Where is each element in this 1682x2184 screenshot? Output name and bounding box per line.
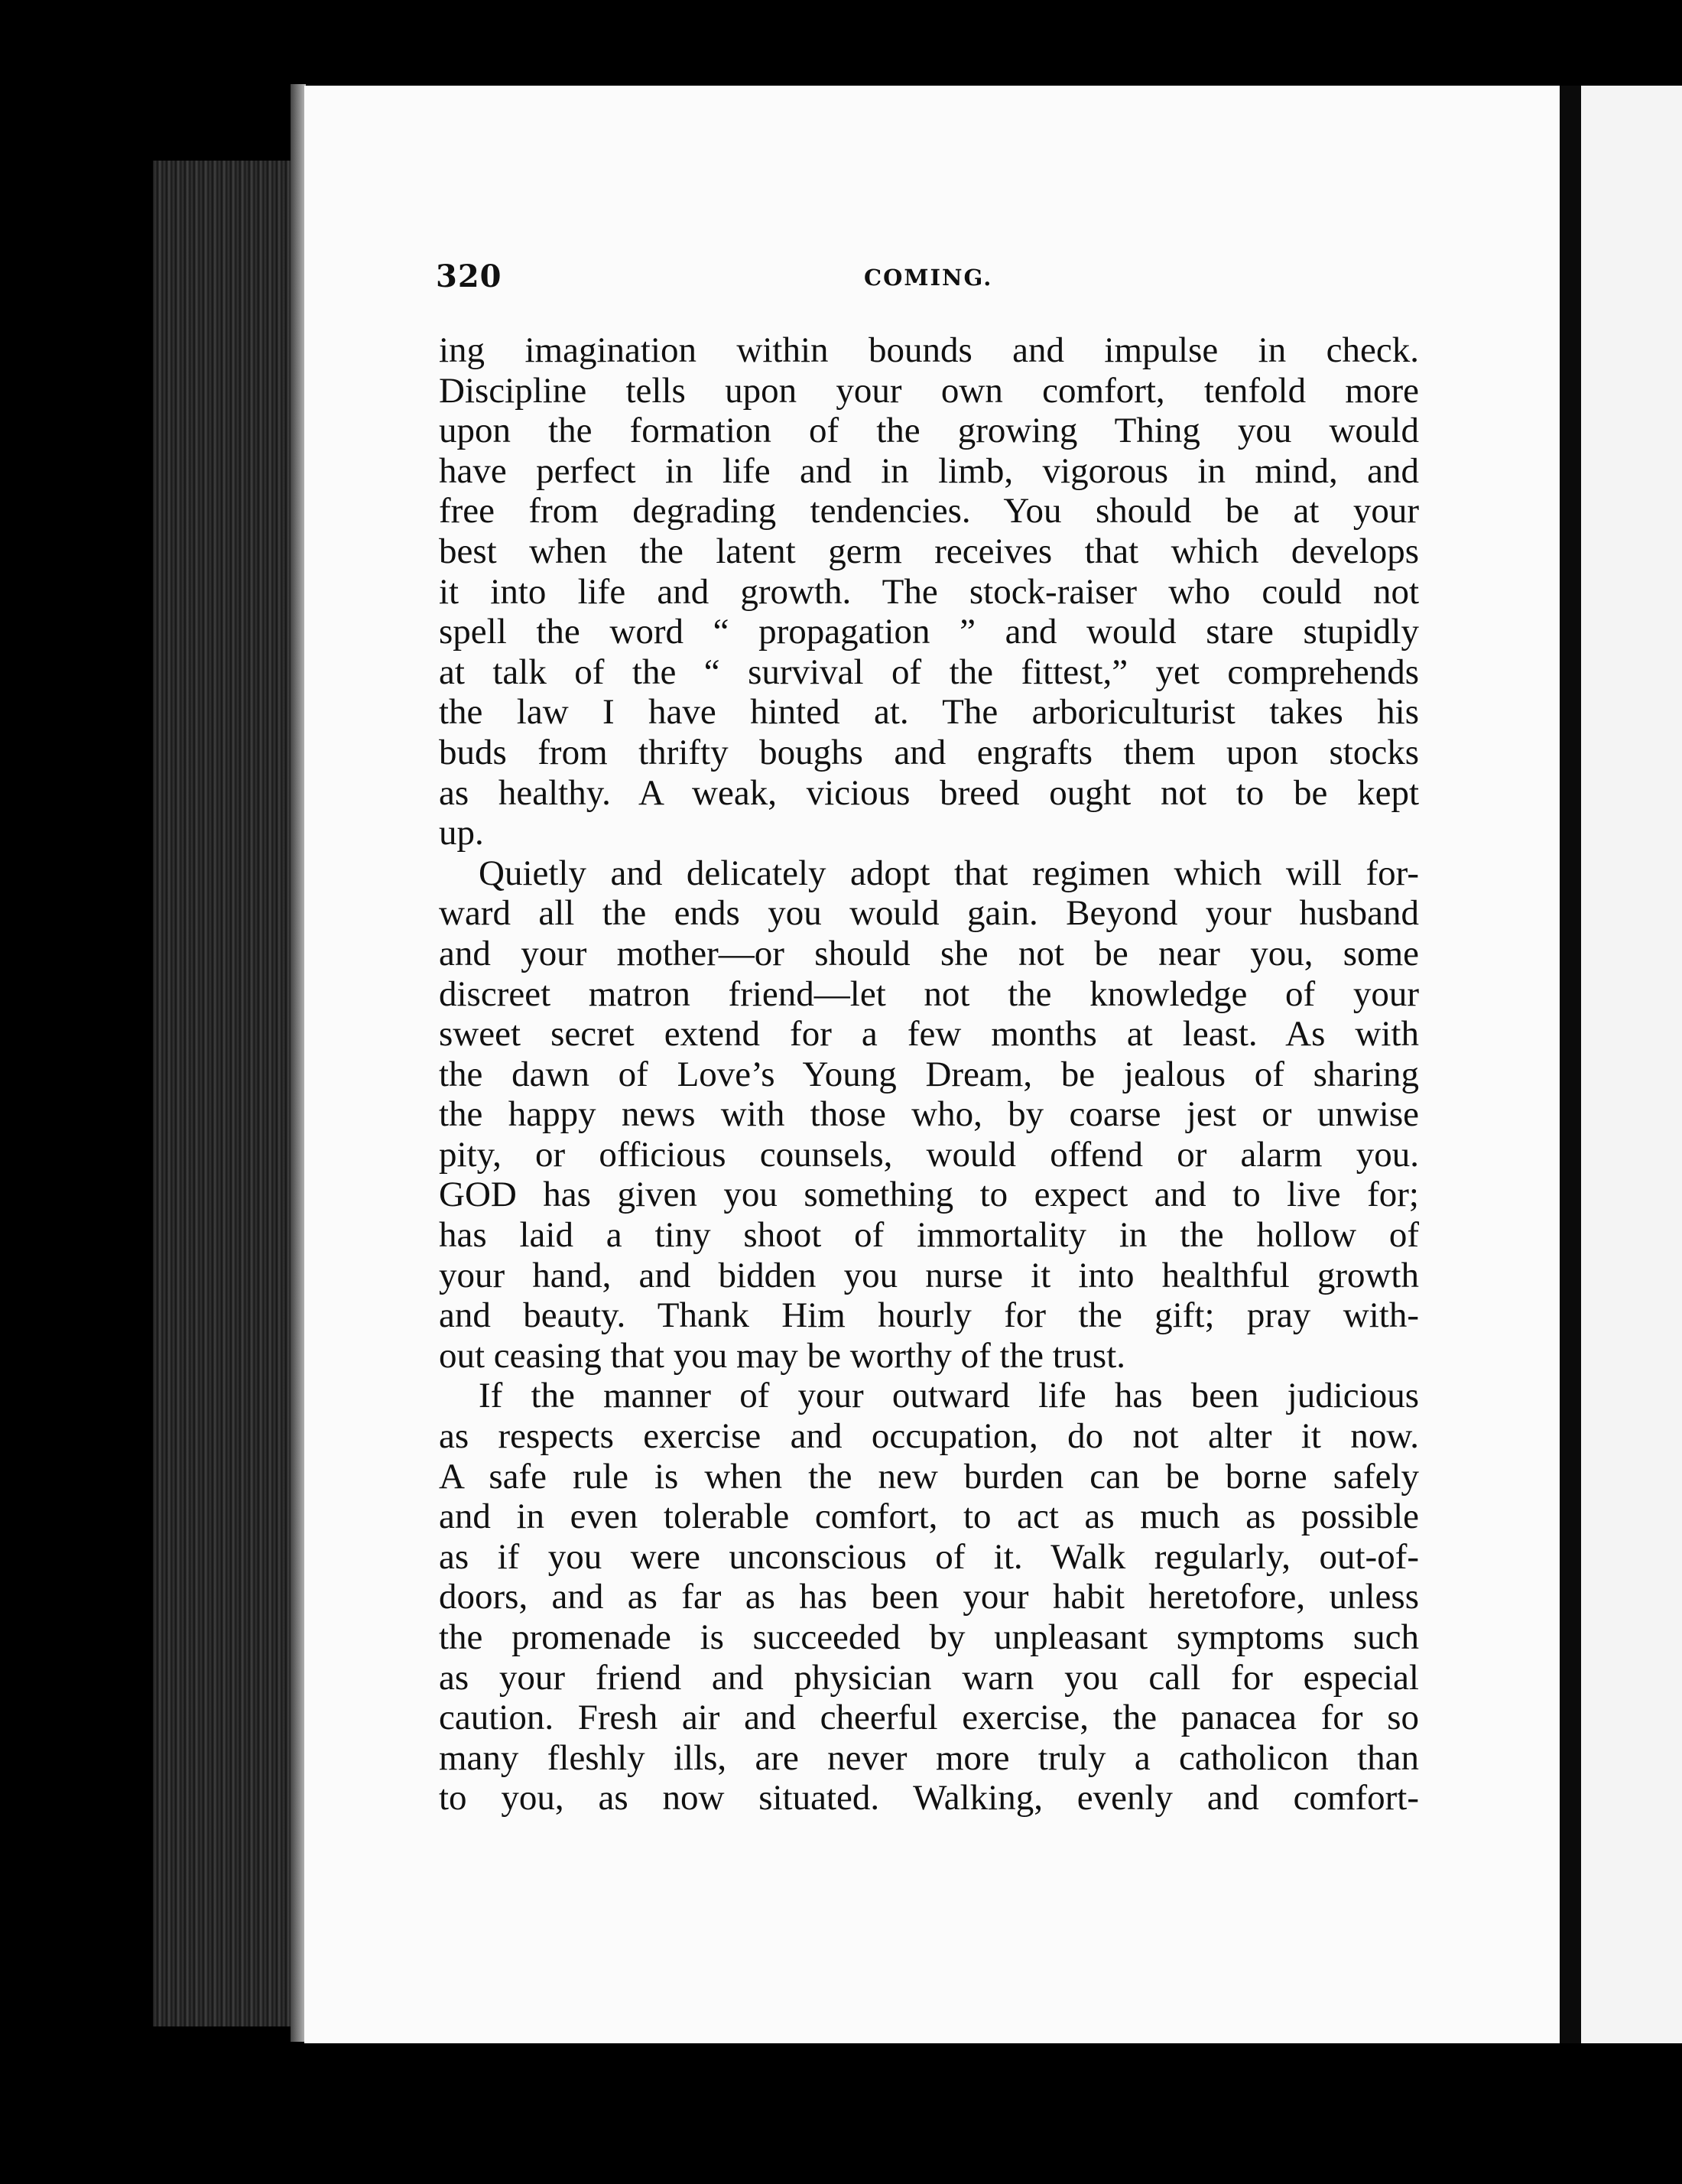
body-text [439, 330, 1419, 1818]
text-line: spell the word “ propagation ” and would stare stupidly [439, 612, 1419, 652]
text-line: and in even tolerable comfort, to act as much as possible [439, 1497, 1419, 1537]
gutter [1560, 86, 1581, 2043]
text-line: your hand, and bidden you nurse it into healthful growth [439, 1255, 1419, 1295]
text-line: If the manner of your outward life has been judicious [479, 1376, 1419, 1416]
text-line: free from degrading tendencies. You should be at your [439, 491, 1419, 531]
paragraph-2 [439, 853, 1419, 1376]
text-line: Discipline tells upon your own comfort, tenfold more [439, 370, 1419, 411]
text-line: as respects exercise and occupation, do not alter it now. [439, 1416, 1419, 1457]
text-line: the happy news with those who, by coarse jest or unwise [439, 1094, 1419, 1135]
text-line: best when the latent germ receives that which develops [439, 531, 1419, 571]
running-head [436, 258, 1422, 304]
text-line: up. [439, 813, 484, 853]
text-line: and your mother—or should she not be near you, some [439, 933, 1419, 973]
facing-page-edge [1581, 86, 1682, 2043]
text-line: it into life and growth. The stock-raiser who could not [439, 571, 1419, 612]
text-line: out ceasing that you may be worthy of the trust. [439, 1335, 1126, 1376]
text-line: have perfect in life and in limb, vigorous in mind, and [439, 450, 1419, 491]
text-line: buds from thrifty boughs and engrafts them upon stocks [439, 732, 1419, 772]
text-line: doors, and as far as has been your habit heretofore, unless [439, 1577, 1419, 1617]
text-line: as if you were unconscious of it. Walk regularly, out-of- [439, 1536, 1419, 1577]
text-line: upon the formation of the growing Thing you would [439, 411, 1419, 451]
text-line: pity, or officious counsels, would offend or alarm you. [439, 1134, 1419, 1175]
text-line: GOD has given you something to expect and to live for; [439, 1175, 1419, 1215]
paragraph-3 [439, 1376, 1419, 1818]
text-line: as your friend and physician warn you call for especial [439, 1657, 1419, 1698]
text-line: caution. Fresh air and cheerful exercise, the panacea for so [439, 1698, 1419, 1738]
text-line: discreet matron friend—let not the knowledge of your [439, 973, 1419, 1014]
text-line: A safe rule is when the new burden can be borne safely [439, 1456, 1419, 1497]
page-shadow [291, 84, 306, 2042]
book-fore-edge [153, 161, 298, 2026]
text-line: and beauty. Thank Him hourly for the gift; pray with- [439, 1295, 1419, 1336]
text-line: many fleshly ills, are never more truly a catholicon than [439, 1737, 1419, 1778]
text-line: sweet secret extend for a few months at least. As with [439, 1014, 1419, 1055]
paragraph-1 [439, 330, 1419, 853]
text-line: to you, as now situated. Walking, evenly and comfort- [439, 1778, 1419, 1818]
running-title: COMING. [864, 265, 993, 291]
text-line: at talk of the “ survival of the fittest,” yet comprehends [439, 652, 1419, 692]
page-number: 320 [436, 258, 502, 294]
text-line: the law I have hinted at. The arboriculturist takes his [439, 692, 1419, 733]
text-line: ward all the ends you would gain. Beyond your husband [439, 893, 1419, 934]
text-line: the dawn of Love’s Young Dream, be jealous of sharing [439, 1054, 1419, 1094]
text-line: ing imagination within bounds and impulse in check. [439, 330, 1419, 370]
text-line: Quietly and delicately adopt that regimen which will for- [479, 853, 1419, 893]
text-line: the promenade is succeeded by unpleasant symptoms such [439, 1617, 1419, 1657]
text-line: as healthy. A weak, vicious breed ought not to be kept [439, 772, 1419, 813]
text-line: has laid a tiny shoot of immortality in the hollow of [439, 1215, 1419, 1256]
